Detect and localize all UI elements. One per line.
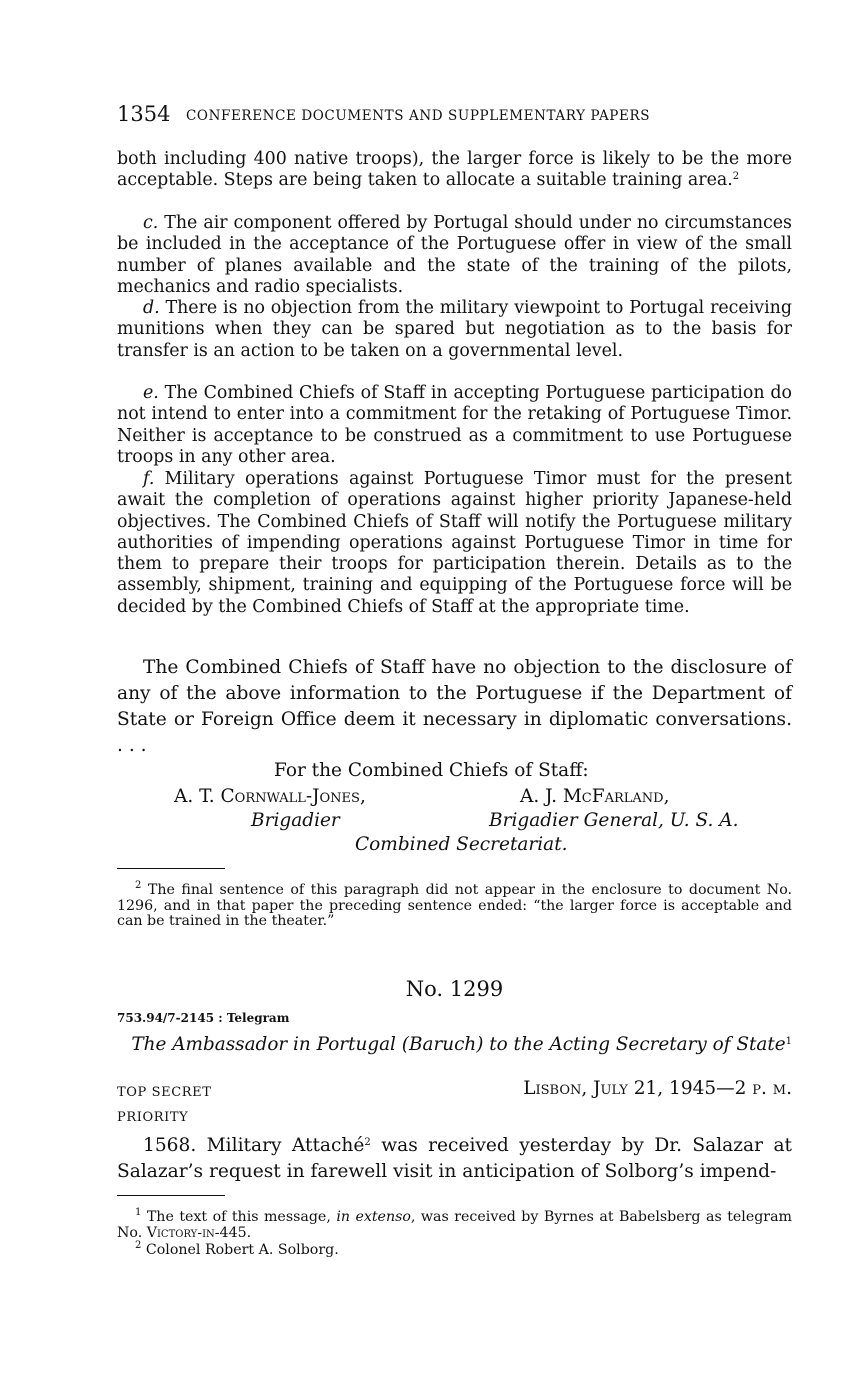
paragraph-d: d. There is no objection from the military viewpoint to Portugal receiving munitions when they can be spared but negotiation as to the basis for transfer is an action to be taken on a governmental level. <box>117 298 792 361</box>
footnote-divider <box>117 868 225 869</box>
signatory-left-name: A. T. Cornwall-Jones, <box>174 786 366 807</box>
footnote-2-doc: $^2$ Colonel Robert A. Solborg. <box>135 1240 339 1258</box>
signatory-right-title: Brigadier General, U. S. A. <box>489 810 739 831</box>
signatory-right-name: A. J. McFarland, <box>520 786 670 807</box>
classification: TOP SECRET <box>117 1085 212 1100</box>
telegram-body: 1568. Military Attaché$^2$ was received yesterday by Dr. Salazar at Salazar’s request in farewell visit in anticipation of Solborg’s impend- <box>117 1135 792 1182</box>
combined-secretariat: Combined Secretariat. <box>355 834 568 855</box>
footnote-ref-2: 2 <box>732 171 740 183</box>
paragraph-f: f. Military operations against Portuguese Timor must for the present await the completion of operations against higher priority Japanese-held objectives. The Combined Chiefs of Staff will notify the Portuguese military authorities of impending operations against Portuguese Timor in time for them to prepare their troops for participation therein. Details as to the assembly, shipment, training and equipping of the Portuguese force will be decided by the Combined Chiefs of Staff at the appropriate time. <box>117 469 792 617</box>
file-reference: 753.94/7-2145 : Telegram <box>117 1011 290 1025</box>
signature-for-line: For the Combined Chiefs of Staff: <box>274 760 589 781</box>
document-number: No. 1299 <box>405 977 504 1001</box>
page-number: 1354 <box>117 102 171 126</box>
document-title: The Ambassador in Portugal (Baruch) to the Acting Secretary of State$^1$ <box>131 1034 792 1055</box>
running-header <box>117 102 792 130</box>
paragraph-disclosure: The Combined Chiefs of Staff have no objection to the disclosure of any of the above information to the Portuguese if the Department of State or Foreign Office deem it necessary in diplomatic conversations. . . . <box>117 657 792 756</box>
dateline: Lisbon, July 21, 1945—2 p. m. <box>523 1078 792 1099</box>
paragraph-troops: both including 400 native troops), the larger force is likely to be the more acceptable. Steps are being taken to allocate a suitable training area.$^2$ <box>117 149 792 191</box>
priority: PRIORITY <box>117 1110 189 1125</box>
running-title: CONFERENCE DOCUMENTS AND SUPPLEMENTARY PAPERS <box>186 108 651 124</box>
footnote-2: $^2$ The final sentence of this paragraph did not appear in the enclosure to document No. 1296, and in that paper the preceding sentence ended: “the larger force is acceptable and can be trained in the theater.” <box>117 880 792 930</box>
footnote-divider-2 <box>117 1195 225 1196</box>
signatory-left-title: Brigadier <box>251 810 340 831</box>
paragraph-c: c. The air component offered by Portugal should under no circumstances be included in the acceptance of the Portuguese offer in view of the small number of planes available and the state of the training of the pilots, mechanics and radio specialists. <box>117 213 792 297</box>
body-footnote-ref: 2 <box>364 1137 371 1148</box>
footnote-1-doc: $^1$ The text of this message, in extenso, was received by Byrnes at Babelsberg as telegram No. Victory-in-445. <box>117 1207 792 1241</box>
paragraph-e: e. The Combined Chiefs of Staff in accepting Portuguese participation do not intend to enter into a commitment for the retaking of Portuguese Timor. Neither is acceptance to be construed as a commitment to use Portuguese troops in any other area. <box>117 383 792 467</box>
title-footnote-ref: 1 <box>785 1036 792 1047</box>
